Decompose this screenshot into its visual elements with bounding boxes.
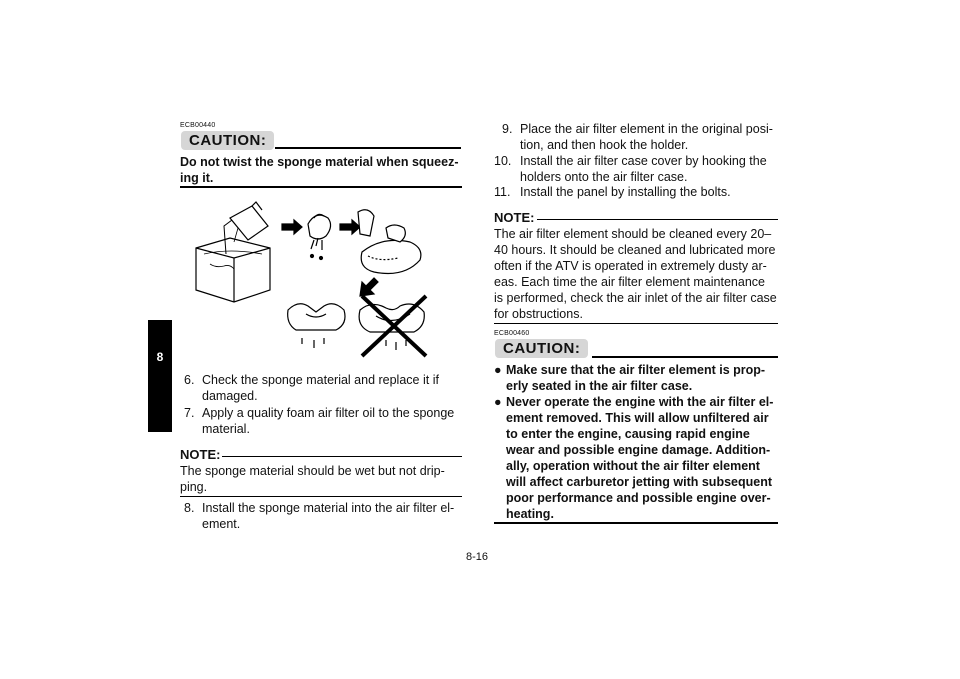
note-end-rule-2 bbox=[494, 323, 778, 324]
step-6-text bbox=[202, 372, 439, 404]
bullet-2-line-8: heating. bbox=[506, 507, 554, 521]
note-rule-1 bbox=[222, 456, 462, 457]
step-11-text: Install the panel by installing the bolts. bbox=[520, 185, 731, 199]
step-10 bbox=[494, 153, 778, 185]
bullet-2-line-1: Never operate the engine with the air filter el- bbox=[506, 395, 774, 409]
bullet-1-line-1: Make sure that the air filter element is prop- bbox=[506, 363, 766, 377]
caution-text-1-line-2: ing it. bbox=[180, 171, 214, 185]
caution-end-rule-1 bbox=[180, 186, 462, 188]
caution-bullet-1-text bbox=[506, 362, 765, 394]
step-9 bbox=[498, 121, 778, 153]
caution-bullet-1 bbox=[494, 362, 778, 394]
step-9-line-2: tion, and then hook the holder. bbox=[520, 138, 689, 152]
caution-text-1-line-1: Do not twist the sponge material when squeez- bbox=[180, 155, 459, 169]
step-7-line-1: Apply a quality foam air filter oil to the sponge bbox=[202, 406, 455, 420]
step-10-number: 10. bbox=[494, 154, 512, 168]
chapter-tab bbox=[148, 320, 172, 432]
bullet-dot-icon: ● bbox=[494, 395, 502, 409]
step-7-line-2: material. bbox=[202, 422, 250, 436]
page-number: 8-16 bbox=[466, 551, 489, 563]
note-text-2 bbox=[494, 226, 778, 322]
step-10-line-1: Install the air filter case cover by hooking the bbox=[520, 154, 767, 168]
step-9-number: 9. bbox=[502, 122, 513, 136]
step-11 bbox=[494, 184, 778, 200]
note-label-1: NOTE: bbox=[180, 447, 221, 462]
caution-label-1: CAUTION: bbox=[181, 131, 274, 150]
sponge-cleaning-illustration bbox=[190, 198, 440, 358]
press-sponge-hands-icon bbox=[358, 210, 421, 274]
caution-code-1: ECB00440 bbox=[180, 122, 216, 129]
caution-end-rule-2 bbox=[494, 522, 778, 524]
note-text-1 bbox=[180, 463, 462, 495]
note-end-rule-1 bbox=[180, 496, 462, 497]
step-6 bbox=[184, 372, 462, 404]
note-2-line-2: 40 hours. It should be cleaned and lubricated more bbox=[494, 243, 776, 257]
caution-text-1 bbox=[180, 154, 462, 186]
note-2-line-6: for obstructions. bbox=[494, 307, 583, 321]
note-2-line-4: eas. Each time the air filter element maintenance bbox=[494, 275, 765, 289]
note-1-line-2: ping. bbox=[180, 480, 208, 494]
bullet-1-line-2: erly seated in the air filter case. bbox=[506, 379, 693, 393]
step-8-text bbox=[202, 500, 454, 532]
caution-bullet-2 bbox=[494, 394, 778, 522]
bullet-2-line-6: will affect carburetor jetting with subsequent bbox=[506, 475, 773, 489]
step-11-number: 11. bbox=[494, 185, 511, 199]
caution-code-2: ECB00460 bbox=[494, 330, 530, 337]
step-6-number: 6. bbox=[184, 373, 195, 387]
bullet-dot-icon: ● bbox=[494, 363, 502, 377]
caution-rule-1 bbox=[275, 147, 461, 149]
caution-bullet-2-text bbox=[506, 394, 773, 522]
chapter-tab-number: 8 bbox=[156, 350, 164, 364]
step-9-line-1: Place the air filter element in the original posi- bbox=[520, 122, 773, 136]
step-7-text bbox=[202, 405, 454, 437]
bullet-2-line-2: ement removed. This will allow unfiltered air bbox=[506, 411, 769, 425]
arrow-down-left-icon bbox=[360, 278, 378, 296]
step-7 bbox=[184, 405, 462, 437]
step-8-line-2: ement. bbox=[202, 517, 241, 531]
bullet-2-line-5: ally, operation without the air filter element bbox=[506, 459, 760, 473]
bullet-2-line-7: poor performance and possible engine over- bbox=[506, 491, 771, 505]
note-2-line-1: The air filter element should be cleaned every 20– bbox=[494, 227, 772, 241]
step-9-text bbox=[520, 121, 773, 153]
wringing-hands-icon bbox=[288, 304, 345, 348]
step-8-number: 8. bbox=[184, 501, 195, 515]
step-8 bbox=[184, 500, 462, 532]
step-10-line-2: holders onto the air filter case. bbox=[520, 170, 688, 184]
caution-label-2: CAUTION: bbox=[495, 339, 588, 358]
caution-rule-2 bbox=[592, 356, 778, 358]
note-1-line-1: The sponge material should be wet but not drip- bbox=[180, 464, 445, 478]
basin-icon bbox=[196, 238, 270, 302]
arrow-right-icon bbox=[282, 220, 302, 234]
note-label-2: NOTE: bbox=[494, 210, 535, 225]
note-2-line-3: often if the ATV is operated in extremely dusty ar- bbox=[494, 259, 767, 273]
step-7-number: 7. bbox=[184, 406, 195, 420]
squeeze-hand-icon bbox=[308, 214, 331, 259]
step-6-line-1: Check the sponge material and replace it if bbox=[202, 373, 439, 387]
bullet-2-line-3: to enter the engine, causing rapid engine bbox=[506, 427, 750, 441]
step-6-line-2: damaged. bbox=[202, 389, 258, 403]
arrow-right-icon-2 bbox=[340, 220, 360, 234]
note-2-line-5: is performed, check the air inlet of the air filter case bbox=[494, 291, 777, 305]
note-rule-2 bbox=[537, 219, 778, 220]
bullet-2-line-4: wear and possible engine damage. Addition- bbox=[506, 443, 771, 457]
step-8-line-1: Install the sponge material into the air filter el- bbox=[202, 501, 455, 515]
step-10-text bbox=[520, 153, 767, 185]
